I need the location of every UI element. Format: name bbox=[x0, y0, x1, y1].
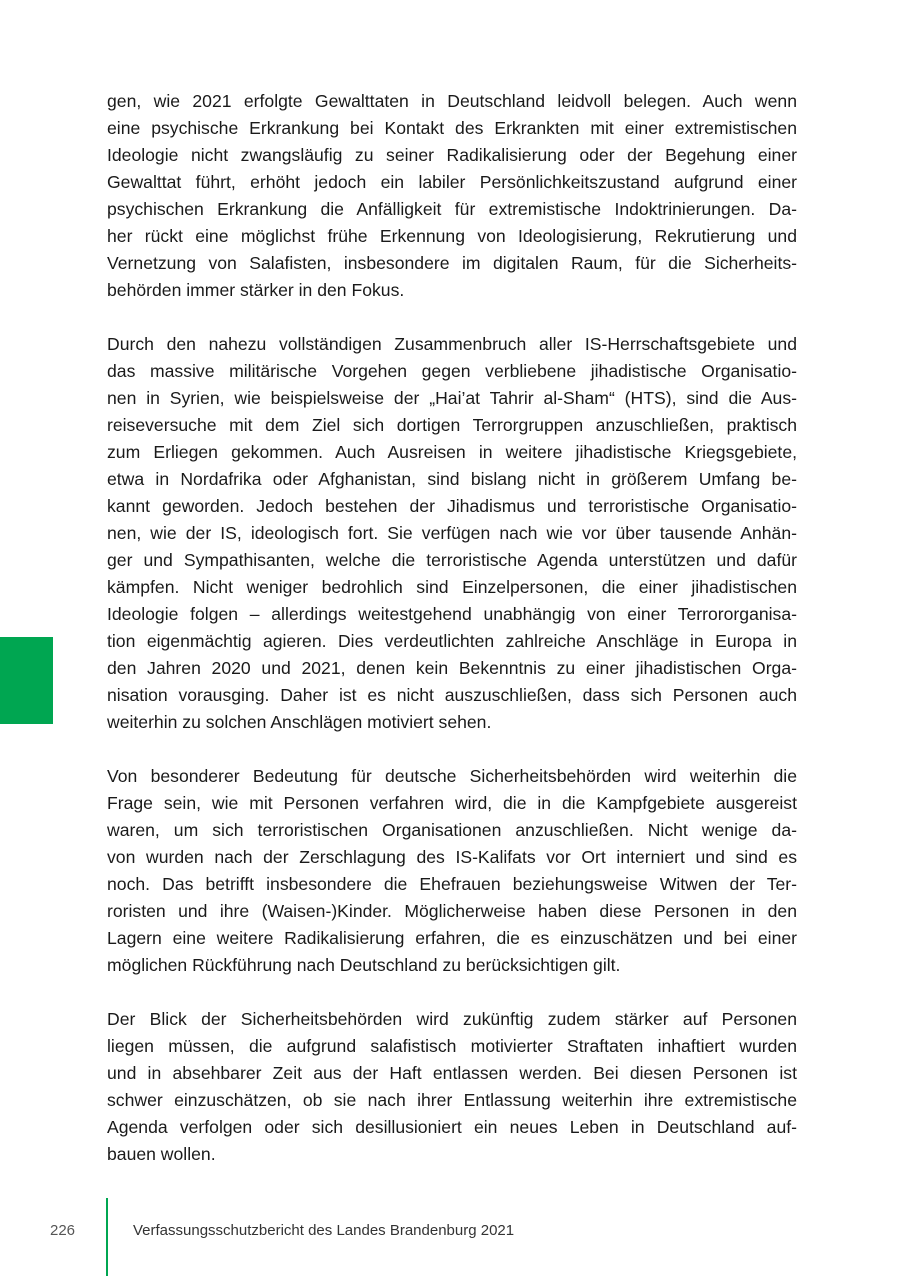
text-line: behörden immer stärker in den Fokus. bbox=[107, 280, 405, 300]
text-line: Lagern eine weitere Radikalisierung erfahren, die es einzuschätzen und bei einer bbox=[107, 928, 797, 948]
paragraph-4 bbox=[107, 1006, 797, 1168]
text-line: nen in Syrien, wie beispielsweise der „Hai’at Tahrir al-Sham“ (HTS), sind die Aus- bbox=[107, 388, 797, 408]
page-body bbox=[107, 88, 797, 1168]
text-line: noch. Das betrifft insbesondere die Ehefrauen beziehungsweise Witwen der Ter- bbox=[107, 874, 797, 894]
text-line: Agenda verfolgen oder sich desillusioniert ein neues Leben in Deutschland auf- bbox=[107, 1117, 797, 1137]
text-line: von wurden nach der Zerschlagung des IS-Kalifats vor Ort interniert und sind es bbox=[107, 847, 797, 867]
text-line: tion eigenmächtig agieren. Dies verdeutlichten zahlreiche Anschläge in Europa in bbox=[107, 631, 797, 651]
text-line: kämpfen. Nicht weniger bedrohlich sind Einzelpersonen, die einer jihadistischen bbox=[107, 577, 797, 597]
page-number: 226 bbox=[50, 1222, 76, 1239]
text-line: weiterhin zu solchen Anschlägen motiviert sehen. bbox=[107, 712, 492, 732]
footer-divider bbox=[106, 1198, 108, 1276]
text-line: Von besonderer Bedeutung für deutsche Sicherheitsbehörden wird weiterhin die bbox=[107, 766, 797, 786]
text-line: reiseversuche mit dem Ziel sich dortigen Terrorgruppen anzuschließen, praktisch bbox=[107, 415, 797, 435]
text-line: nisation vorausging. Daher ist es nicht auszuschließen, dass sich Personen auch bbox=[107, 685, 797, 705]
text-line: eine psychische Erkrankung bei Kontakt des Erkrankten mit einer extremistischen bbox=[107, 118, 797, 138]
text-line: Ideologie folgen – allerdings weitestgehend unabhängig von einer Terrororganisa- bbox=[107, 604, 797, 624]
text-line: den Jahren 2020 und 2021, denen kein Bekenntnis zu einer jihadistischen Orga- bbox=[107, 658, 797, 678]
text-line: und in absehbarer Zeit aus der Haft entlassen werden. Bei diesen Personen ist bbox=[107, 1063, 797, 1083]
text-line: psychischen Erkrankung die Anfälligkeit für extremistische Indoktrinierungen. Da- bbox=[107, 199, 797, 219]
text-line: schwer einzuschätzen, ob sie nach ihrer Entlassung weiterhin ihre extremistische bbox=[107, 1090, 797, 1110]
text-line: Der Blick der Sicherheitsbehörden wird zukünftig zudem stärker auf Personen bbox=[107, 1009, 797, 1029]
paragraph-1 bbox=[107, 88, 797, 304]
text-line: Gewalttat führt, erhöht jedoch ein labiler Persönlichkeitszustand aufgrund einer bbox=[107, 172, 797, 192]
footer-title: Verfassungsschutzbericht des Landes Brandenburg 2021 bbox=[133, 1222, 515, 1239]
text-line: roristen und ihre (Waisen-)Kinder. Möglicherweise haben diese Personen in den bbox=[107, 901, 797, 921]
paragraph-2 bbox=[107, 331, 797, 736]
text-line: kannt geworden. Jedoch bestehen der Jihadismus und terroristische Organisatio- bbox=[107, 496, 797, 516]
text-line: her rückt eine möglichst frühe Erkennung von Ideologisierung, Rekrutierung und bbox=[107, 226, 797, 246]
text-line: das massive militärische Vorgehen gegen verbliebene jihadistische Organisatio- bbox=[107, 361, 797, 381]
text-line: Frage sein, wie mit Personen verfahren wird, die in die Kampfgebiete ausgereist bbox=[107, 793, 797, 813]
text-line: nen, wie der IS, ideologisch fort. Sie verfügen nach wie vor über tausende Anhän- bbox=[107, 523, 797, 543]
text-line: gen, wie 2021 erfolgte Gewalttaten in Deutschland leidvoll belegen. Auch wenn bbox=[107, 91, 797, 111]
text-line: etwa in Nordafrika oder Afghanistan, sind bislang nicht in größerem Umfang be- bbox=[107, 469, 797, 489]
paragraph-3 bbox=[107, 763, 797, 979]
text-line: liegen müssen, die aufgrund salafistisch motivierter Straftaten inhaftiert wurden bbox=[107, 1036, 797, 1056]
text-line: Durch den nahezu vollständigen Zusammenbruch aller IS-Herrschaftsgebiete und bbox=[107, 334, 797, 354]
text-line: waren, um sich terroristischen Organisationen anzuschließen. Nicht wenige da- bbox=[107, 820, 797, 840]
text-line: ger und Sympathisanten, welche die terroristische Agenda unterstützen und dafür bbox=[107, 550, 797, 570]
text-line: zum Erliegen gekommen. Auch Ausreisen in weitere jihadistische Kriegsgebiete, bbox=[107, 442, 797, 462]
text-line: Vernetzung von Salafisten, insbesondere im digitalen Raum, für die Sicherheits- bbox=[107, 253, 797, 273]
chapter-marker-tab bbox=[0, 637, 53, 724]
text-line: möglichen Rückführung nach Deutschland zu berücksichtigen gilt. bbox=[107, 955, 621, 975]
text-line: bauen wollen. bbox=[107, 1144, 216, 1164]
text-line: Ideologie nicht zwangsläufig zu seiner Radikalisierung oder der Begehung einer bbox=[107, 145, 797, 165]
